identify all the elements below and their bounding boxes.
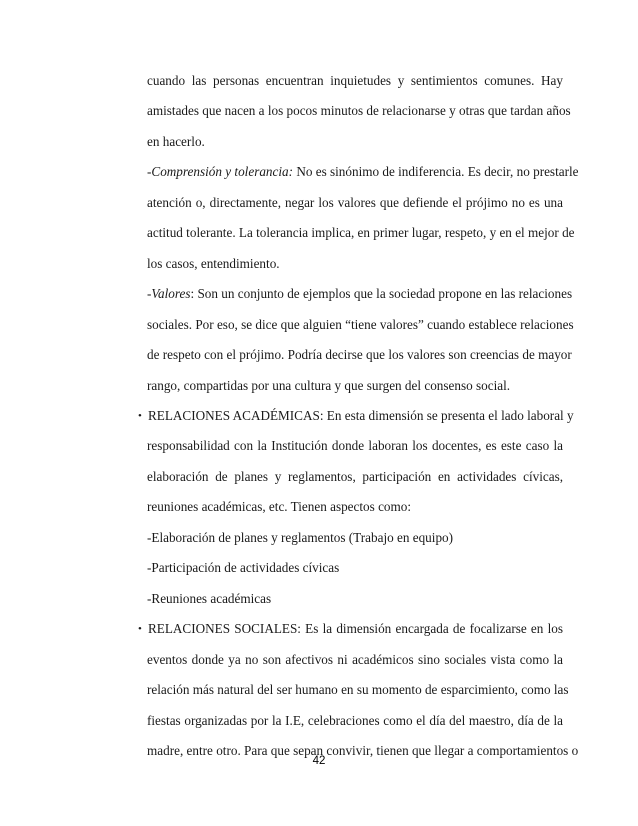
comprension-text: No es sinónimo de indiferencia. Es decir, no prestarle (293, 164, 579, 180)
text-line: en hacerlo. (147, 133, 205, 149)
list-item: -Elaboración de planes y reglamentos (Trabajo en equipo) (147, 529, 454, 545)
text-line: fiestas organizadas por la I.E, celebraciones como el día del maestro, día de la (147, 712, 563, 728)
text-line: elaboración de planes y reglamentos, participación en actividades cívicas, (147, 468, 563, 484)
text-line: cuando las personas encuentran inquietudes y sentimientos comunes. Hay (147, 73, 563, 88)
valores-text: : Son un conjunto de ejemplos que la sociedad propone en las relaciones (190, 286, 573, 302)
text-line: de respeto con el prójimo. Podría decirse que los valores son creencias de mayor (147, 347, 572, 363)
text-line: atención o, directamente, negar los valores que defiende el prójimo no es una (147, 194, 563, 210)
text-line: sociales. Por eso, se dice que alguien “tiene valores” cuando establece relaciones (147, 316, 574, 332)
bullet-icon: • (138, 623, 142, 636)
text-line: responsabilidad con la Institución donde laboran los docentes, es este caso la (147, 438, 563, 454)
page-number: 42 (312, 755, 326, 767)
valores-prefix: - (147, 286, 152, 302)
text-line: los casos, entendimiento. (147, 255, 280, 271)
list-item: -Reuniones académicas (147, 590, 272, 606)
comprension-label: -Comprensión y tolerancia: (147, 164, 294, 180)
text-line: amistades que nacen a los pocos minutos de relacionarse y otras que tardan años (147, 103, 571, 119)
text-line-comprension (147, 163, 579, 181)
text-line-academicas: RELACIONES ACADÉMICAS: En esta dimensión se presenta el lado laboral y (148, 408, 574, 423)
text-line: madre, entre otro. Para que sepan convivir, tienen que llegar a comportamientos o (147, 743, 579, 758)
list-item: -Participación de actividades cívicas (147, 560, 340, 576)
text-line: rango, compartidas por una cultura y que surgen del consenso social. (147, 377, 511, 393)
text-line: relación más natural del ser humano en su momento de esparcimiento, como las (147, 682, 569, 698)
text-line: actitud tolerante. La tolerancia implica, en primer lugar, respeto, y en el mejor de (147, 225, 575, 241)
valores-label: Valores (151, 286, 191, 302)
text-line: reuniones académicas, etc. Tienen aspectos como: (147, 499, 412, 515)
bullet-icon: • (138, 410, 142, 422)
text-line-sociales: RELACIONES SOCIALES: Es la dimensión encargada de focalizarse en los (148, 621, 563, 637)
text-line: eventos donde ya no son afectivos ni académicos sino sociales vista como la (147, 651, 563, 667)
text-line-valores (147, 285, 573, 303)
